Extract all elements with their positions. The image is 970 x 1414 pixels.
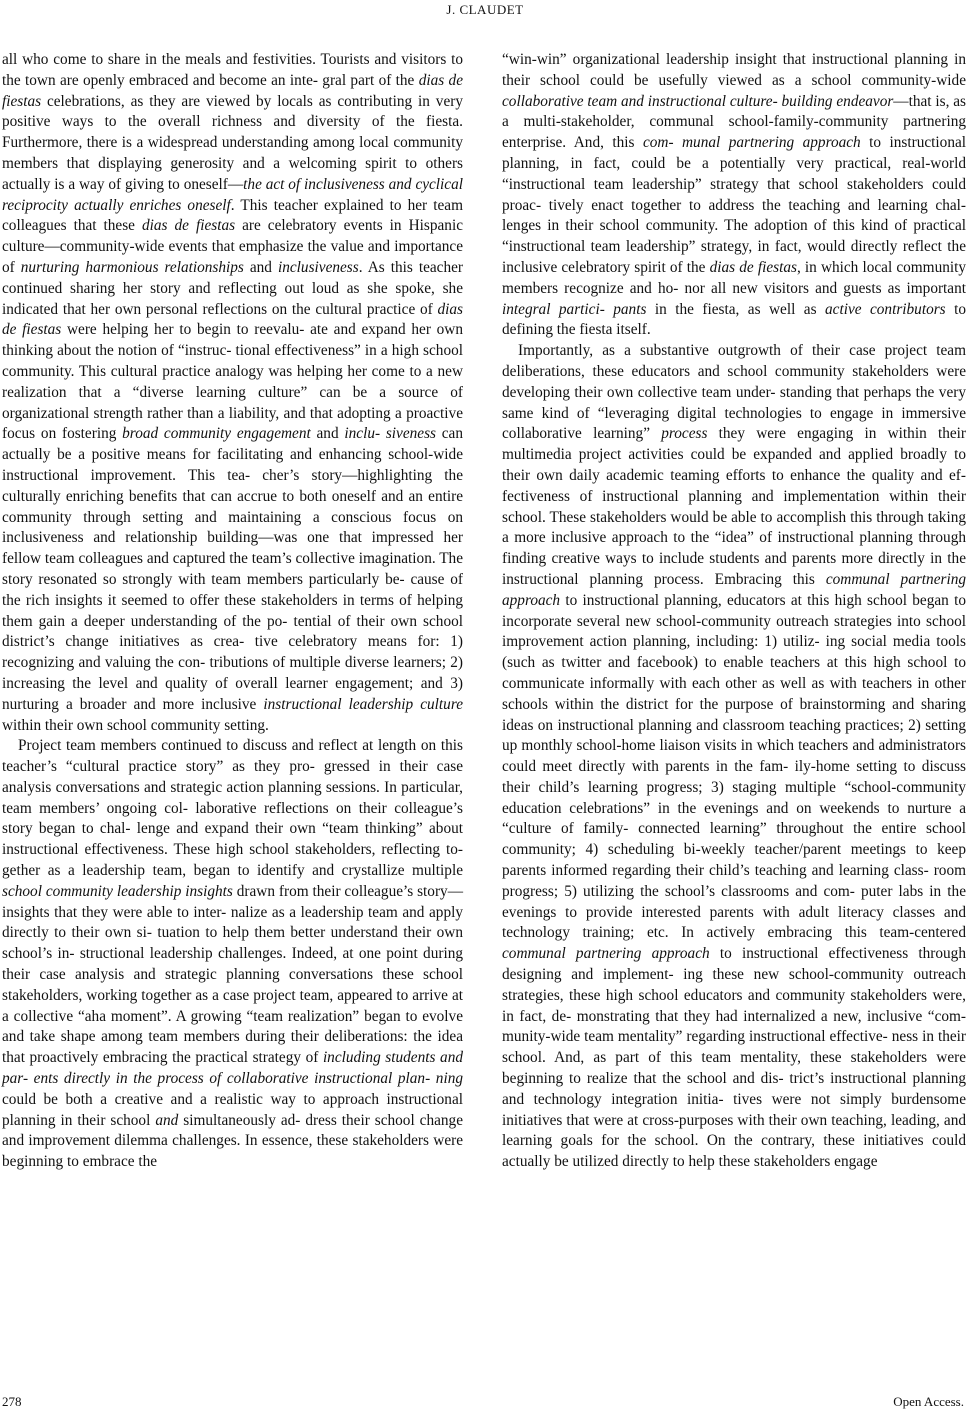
left-column bbox=[2, 50, 463, 1173]
italic-run: including students and par- ents directly in the process of collaborative instructional plan- ning bbox=[2, 1049, 463, 1088]
text-run: “win-win” organizational leadership insight that instructional planning in their school could be usefully viewed as a school community-wide bbox=[502, 51, 966, 89]
italic-run: active contributors bbox=[825, 300, 946, 318]
italic-run: nurturing harmonious relationships bbox=[20, 258, 244, 276]
italic-run: the act of inclusiveness and cyclical reciprocity actually enriches oneself bbox=[2, 175, 463, 214]
text-run: to instructional effectiveness through designing and implement- ing these new school-community outreach strategies, these high school educators and community stakeholders were, in fact, de- monstrating that they had internalized a new, inclusive “com- munity-wide team mentality” regarding instructional effective- ness in their school. And, as part of this team mentality, these stakeholders were beginning to realize that the school and dis- trict’s instructional planning and technology integration initia- tives were not simply burdensome initiatives that were at cross-purposes with their own teaching, leading, and learning goals for the school. On the contrary, these initiatives could actually be utilized directly to help these stakeholders engage bbox=[502, 945, 966, 1171]
page-number: 278 bbox=[2, 1394, 22, 1409]
text-run: to defining the fiesta itself. bbox=[502, 300, 966, 339]
text-run: and bbox=[243, 258, 278, 276]
text-run: within their own school community setting. bbox=[2, 716, 269, 734]
right-column bbox=[502, 50, 966, 1173]
paragraph bbox=[2, 50, 463, 736]
italic-run: integral partici- pants bbox=[502, 300, 647, 318]
paragraph bbox=[502, 50, 966, 341]
paragraph bbox=[2, 736, 463, 1173]
text-run: could be both a creative and a realistic way to approach instructional planning in their school bbox=[2, 1090, 463, 1129]
text-run: celebrations, as they are viewed by locals as contributing in very positive ways to the overall richness and diversity of the fiesta. Furthermore, there is a widespread understanding among local community members that displaying generosity and a welcoming spirit to others actually is a way of giving to oneself— bbox=[2, 92, 463, 193]
text-run: were helping her to begin to reevalu- ate and expand her own thinking about the notion of “instruc- tional effectiveness” in a high school community. This cultural practice analogy was helping her come to a new realization that a “diverse learning culture” can be a source of organizational strength rather than a liability, and that adopting a proactive focus on fostering bbox=[2, 321, 464, 443]
journal-note: Open Access. bbox=[893, 1394, 964, 1409]
italic-run: and bbox=[155, 1111, 179, 1129]
italic-run: communal partnering approach bbox=[502, 570, 966, 609]
text-run: and bbox=[310, 425, 345, 443]
text-run: can actually be a positive means for facilitating and enhancing school-wide instructional improvement. This tea- cher’s story—highlighting the culturally enriching benefits that can accrue to both oneself and an entire community through setting and maintaining a conscious focus on inclusiveness and relationship building—was one that impressed her fellow team colleagues and captured the team’s collective imagination. The story resonated so strongly with team members particularly be- cause of the rich insights it seemed to offer these stakeholders in terms of helping them gain a deeper understanding of the po- tential of their own school district’s change initiatives as crea- tive celebratory means for: 1) recognizing and valuing the con- tributions of multiple diverse learners; 2) increasing the level and quality of overall learner engagement; and 3) nurturing a broader and more inclusive bbox=[2, 425, 463, 713]
running-head: J. CLAUDET bbox=[446, 2, 524, 17]
text-run: in the fiesta, as well as bbox=[646, 300, 825, 318]
text-run: are celebratory events in Hispanic culture—community-wide events that emphasize the value and importance of bbox=[2, 217, 463, 276]
italic-run: collaborative team and instructional culture- building endeavor bbox=[502, 92, 894, 110]
text-run: simultaneously ad- dress their school change and improvement dilemma challenges. In essence, these stakeholders were beginning to embrace the bbox=[2, 1111, 463, 1171]
text-run: to instructional planning, educators at this high school began to incorporate several new school-community outreach strategies into school improvement action planning, including: 1) utiliz- ing social media tools (such as twitter and facebook) to enable teachers at this high school to communicate informally with each other as well as with teachers in other schools within the district for the purpose of brainstorming and sharing ideas on instructional planning and classroom teaching practices; 2) setting up monthly school-home liaison visits in which teachers and administrators could meet directly with parents in the fam- ily-home setting to discuss their child’s learning progress; 3) staging multiple “school-community education celebrations” in the evenings and on weekends to nurture a “culture of family- connected learning” throughout the entire school community; 4) scheduling bi-weekly teacher/parent meetings to keep parents informed regarding their child’s teaching and learning class- room progress; 5) utilizing the school’s classrooms and com- puter labs in the evenings to provide interested parents with adult literacy classes and technology training; etc. In actively embracing this team-centered bbox=[502, 591, 966, 942]
text-run: . As this teacher continued sharing her story and reflecting out loud as she spoke, she indicated that her own personal reflections on the cultural practice of bbox=[2, 258, 463, 318]
text-run: Project team members continued to discuss and reflect at length on this teacher’s “cultural practice story” as they pro- gressed in their case analysis conversations and strategic action planning sessions. In particular, team members’ ongoing col- laborative reflections on their colleague’s story began to chal- lenge and expand their own “team thinking” about instructional effectiveness. These high school stakeholders, reflecting to- gether as a leadership team, began to identify and crystallize multiple bbox=[2, 737, 463, 880]
italic-run: com- munal partnering approach bbox=[642, 134, 861, 152]
italic-run: dias de fiestas bbox=[2, 300, 463, 339]
italic-run: dias de fiestas bbox=[2, 71, 463, 110]
text-run: drawn from their colleague’s story—insights that they were able to inter- nalize as a leadership team and apply directly to their own si- tuation to help them better understand their own school’s in- structional leadership challenges. Indeed, at one point during their case analysis and strategic planning conversations these school stakeholders, working together as a case project team, appeared to arrive at a collective “aha moment”. A growing “team realization” began to evolve and take shape among team members during their deliberations: the idea that proactively embracing the practical strategy of bbox=[2, 882, 463, 1067]
text-run: —that is, as a multi-stakeholder, communal school-family-community partnering enterprise. And, this bbox=[502, 92, 967, 152]
text-run: . This teacher explained to her team colleagues that these bbox=[2, 196, 463, 235]
italic-run: inclusiveness bbox=[277, 258, 359, 276]
italic-run: dias de fiestas bbox=[141, 217, 236, 235]
text-run: Importantly, as a substantive outgrowth of their case project team deliberations, these educators and school community stakeholders were developing their own collective team under- standing that perhaps the very same kind of “leveraging digital technologies to engage in immersive collaborative learning” bbox=[502, 342, 966, 443]
text-run: , in which local community members recognize and ho- nor all new visitors and guests as important bbox=[502, 258, 967, 297]
italic-run: inclu- siveness bbox=[344, 425, 436, 443]
italic-run: school community leadership insights bbox=[2, 882, 233, 900]
text-run: they were engaging in within their multimedia project activities could be expanded and applied broadly to their own daily academic teaming efforts to enhance the quality and ef- fectiveness of instructional planning and implementation within their school. These stakeholders would be able to accomplish this through taking a more inclusive approach to the “idea” of instructional planning through finding creative ways to include students and parents more directly in the instructional planning process. Embracing this bbox=[502, 425, 966, 588]
paragraph bbox=[502, 341, 966, 1173]
italic-run: instructional leadership culture bbox=[263, 695, 463, 713]
italic-run: communal partnering approach bbox=[502, 945, 710, 963]
text-run: all who come to share in the meals and festivities. Tourists and visitors to the town are openly embraced and become an inte- gral part of the bbox=[2, 51, 463, 89]
text-run: to instructional planning, in fact, could be a potentially very practical, real-world “instructional team leadership” strategy that school stakeholders could proac- tively enact together to address the teaching and learning chal- lenges in their school community. The adoption of this kind of practical “instructional team leadership” strategy, in fact, would directly reflect the inclusive celebratory spirit of the bbox=[502, 134, 967, 276]
italic-run: dias de fiestas bbox=[709, 258, 797, 276]
italic-run: broad community engagement bbox=[122, 425, 311, 443]
italic-run: process bbox=[661, 425, 708, 443]
